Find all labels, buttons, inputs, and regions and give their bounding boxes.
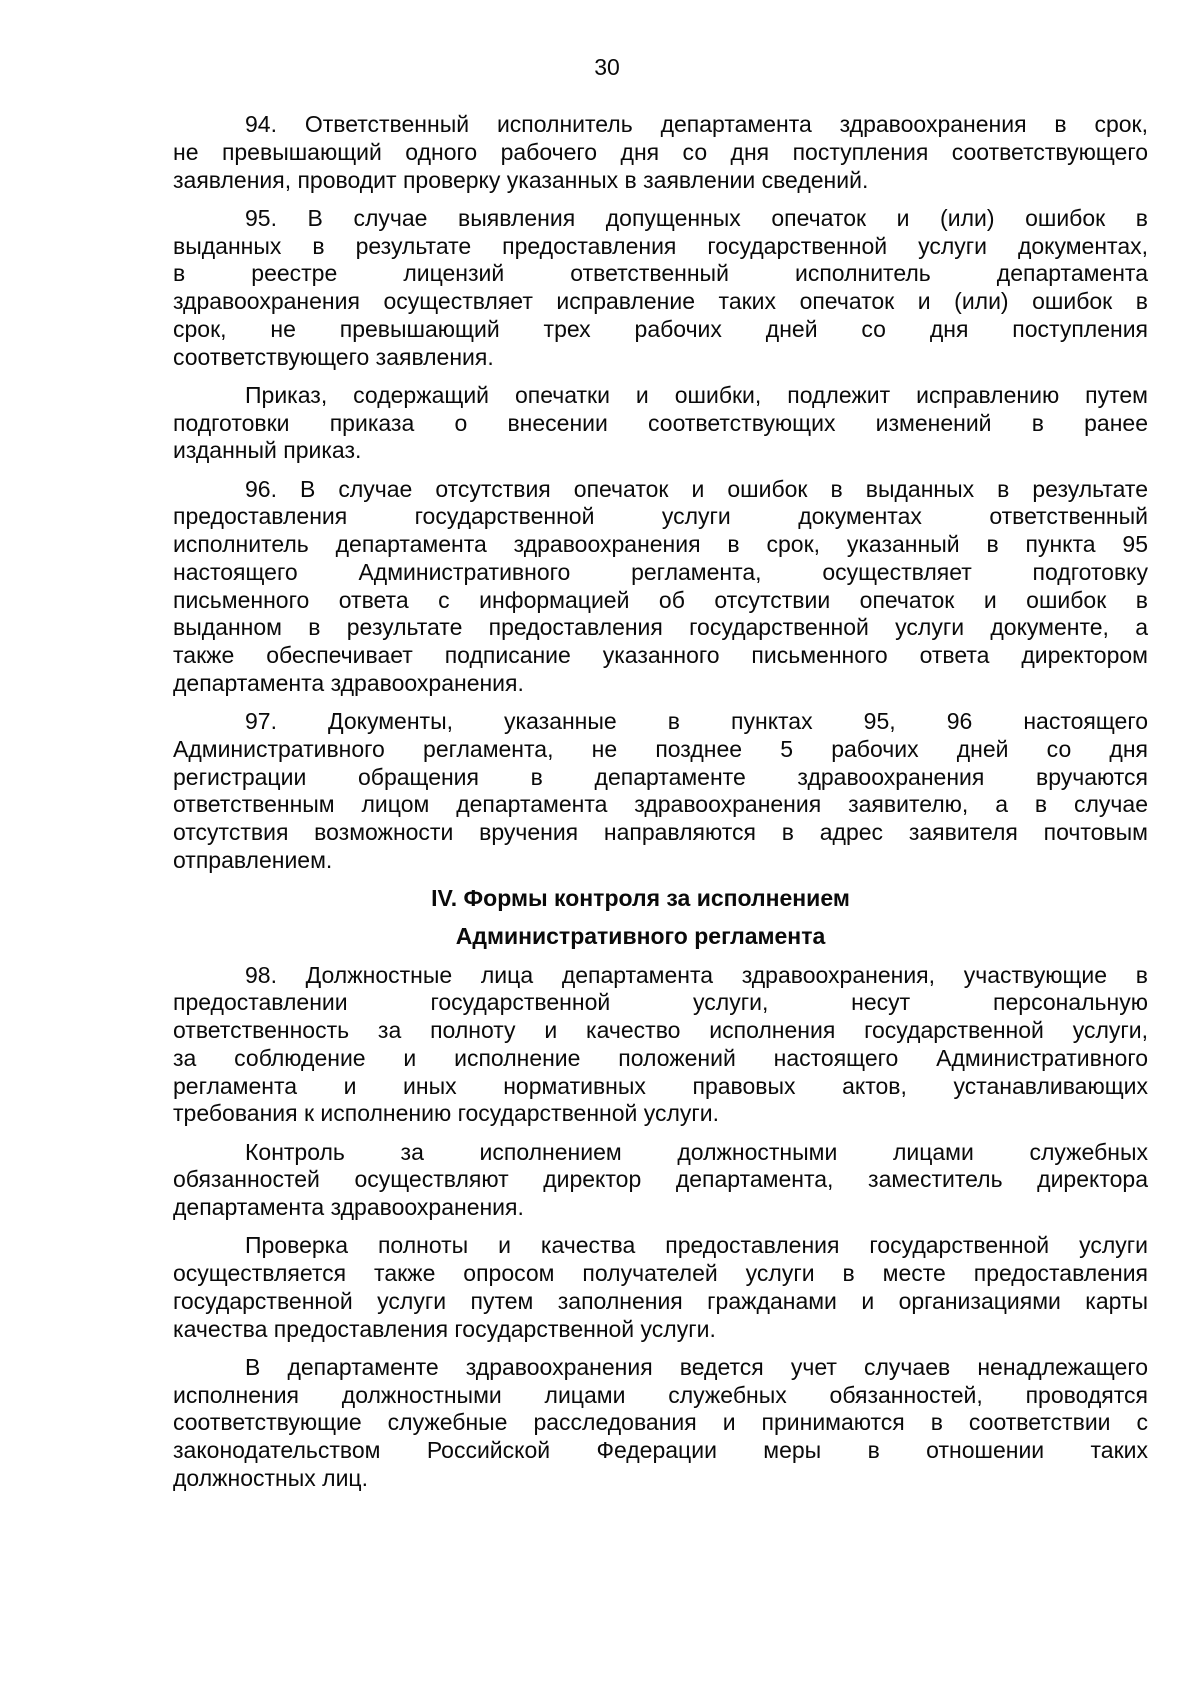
text-line: департамента здравоохранения. xyxy=(173,669,524,696)
text-line: Контроль за исполнением должностными лицами служебных xyxy=(245,1138,1148,1165)
text-line: Административного регламента, не позднее 5 рабочих дней со дня xyxy=(173,735,1148,762)
text-line: не превышающий одного рабочего дня со дня поступления соответствующего xyxy=(173,138,1148,165)
text-line: подготовки приказа о внесении соответствующих изменений в ранее xyxy=(173,409,1148,436)
text-line: регламента и иных нормативных правовых актов, устанавливающих xyxy=(173,1072,1148,1099)
page-number: 30 xyxy=(594,54,620,80)
text-line: ответственным лицом департамента здравоохранения заявителю, а в случае xyxy=(173,791,1148,818)
text-line: заявления, проводит проверку указанных в заявлении сведений. xyxy=(173,166,869,193)
text-line: предоставлении государственной услуги, несут персональную xyxy=(173,989,1148,1016)
text-line: ответственность за полноту и качество исполнения государственной услуги, xyxy=(173,1017,1148,1043)
text-line: департамента здравоохранения. xyxy=(173,1194,524,1220)
text-line: срок, не превышающий трех рабочих дней со дня поступления xyxy=(173,315,1148,342)
text-line: государственной услуги путем заполнения гражданами и организациями карты xyxy=(173,1287,1148,1314)
text-line: изданный приказ. xyxy=(173,437,362,464)
paragraph-improper-performance xyxy=(173,1354,1148,1493)
section-heading-line-2: Административного регламента xyxy=(455,923,826,950)
text-line: Проверка полноты и качества предоставления государственной услуги xyxy=(245,1232,1148,1259)
text-line: 95. В случае выявления допущенных опечаток и (или) ошибок в xyxy=(245,204,1148,231)
paragraph-94 xyxy=(173,111,1148,194)
paragraph-95 xyxy=(173,205,1148,372)
text-line: законодательством Российской Федерации меры в отношении таких xyxy=(173,1437,1148,1463)
paragraph-quality-check xyxy=(173,1232,1148,1343)
text-line: в реестре лицензий ответственный исполнитель департамента xyxy=(173,260,1148,287)
text-line: качества предоставления государственной услуги. xyxy=(173,1315,716,1342)
document-body xyxy=(173,111,1148,1493)
text-line: требования к исполнению государственной услуги. xyxy=(173,1100,720,1127)
paragraph-98 xyxy=(173,962,1148,1129)
text-line: выданном в результате предоставления государственной услуги документе, а xyxy=(173,614,1148,641)
text-line: отправлением. xyxy=(173,846,333,873)
text-line: должностных лиц. xyxy=(173,1464,368,1491)
text-line: обязанностей осуществляют директор департамента, заместитель директора xyxy=(173,1166,1148,1193)
text-line: здравоохранения осуществляет исправление таких опечаток и (или) ошибок в xyxy=(173,288,1148,314)
text-line: регистрации обращения в департаменте здравоохранения вручаются xyxy=(173,763,1148,790)
text-line: соответствующего заявления. xyxy=(173,343,494,370)
paragraph-96 xyxy=(173,476,1148,698)
text-line: исполнитель департамента здравоохранения в срок, указанный в пункта 95 xyxy=(173,531,1148,557)
paragraph-control xyxy=(173,1139,1148,1222)
text-line: соответствующие служебные расследования и принимаются в соответствии с xyxy=(173,1409,1148,1436)
paragraph-order-correction xyxy=(173,382,1148,465)
text-line: В департаменте здравоохранения ведется учет случаев ненадлежащего xyxy=(245,1353,1148,1380)
text-line: 97. Документы, указанные в пунктах 95, 96 настоящего xyxy=(245,708,1148,734)
paragraph-97 xyxy=(173,708,1148,875)
text-line: письменного ответа с информацией об отсутствии опечаток и ошибок в xyxy=(173,586,1148,613)
text-line: отсутствия возможности вручения направляются в адрес заявителя почтовым xyxy=(173,819,1148,845)
text-line: исполнения должностными лицами служебных обязанностей, проводятся xyxy=(173,1381,1148,1408)
text-line: за соблюдение и исполнение положений настоящего Административного xyxy=(173,1044,1148,1071)
section-heading-line-1: IV. Формы контроля за исполнением xyxy=(431,885,850,911)
text-line: 98. Должностные лица департамента здравоохранения, участвующие в xyxy=(245,961,1148,988)
text-line: 96. В случае отсутствия опечаток и ошибок в выданных в результате xyxy=(245,475,1148,502)
text-line: настоящего Административного регламента, осуществляет подготовку xyxy=(173,558,1148,585)
text-line: также обеспечивает подписание указанного письменного ответа директором xyxy=(173,642,1148,668)
text-line: 94. Ответственный исполнитель департамента здравоохранения в срок, xyxy=(245,111,1148,137)
text-line: осуществляется также опросом получателей услуги в месте предоставления xyxy=(173,1260,1148,1286)
text-line: выданных в результате предоставления государственной услуги документах, xyxy=(173,232,1148,259)
text-line: предоставления государственной услуги документах ответственный xyxy=(173,503,1148,530)
text-line: Приказ, содержащий опечатки и ошибки, подлежит исправлению путем xyxy=(245,381,1148,408)
